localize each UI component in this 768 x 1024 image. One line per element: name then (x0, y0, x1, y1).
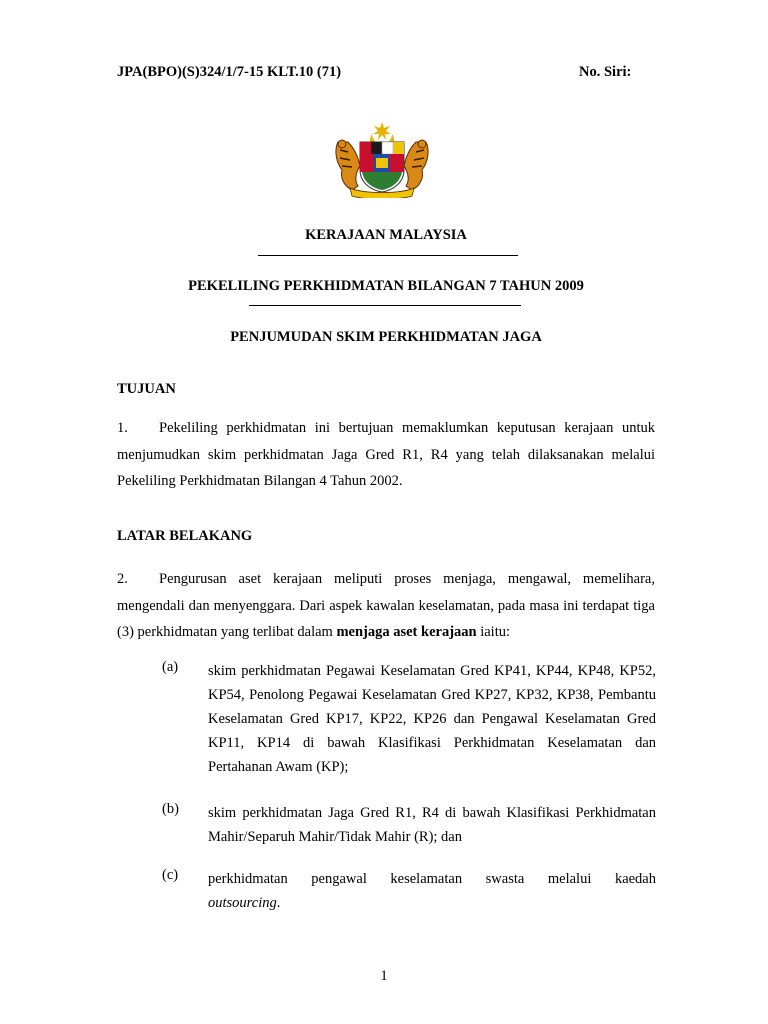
circular-subject: PENJUMUDAN SKIM PERKHIDMATAN JAGA (230, 329, 542, 345)
list-item-text: skim perkhidmatan Pegawai Keselamatan Gred KP41, KP44, KP48, KP52, KP54, Penolong Pegawai Keselamatan Gred KP27, KP32, KP38, Pembantu Keselamatan Gred KP17, KP22, KP26 dan Pengawal Keselamatan Gred KP11, KP14 di bawah Klasifikasi Perkhidmatan Keselamatan dan Pertahanan Awam (KP); (208, 663, 656, 775)
circular-divider (249, 305, 521, 306)
background-heading: LATAR BELAKANG (117, 528, 253, 544)
list-item-text-line (208, 891, 656, 915)
list-item-label: (c) (162, 867, 179, 883)
government-title: KERAJAAN MALAYSIA (305, 227, 467, 243)
circular-title: PEKELILING PERKHIDMATAN BILANGAN 7 TAHUN 2009 (188, 278, 584, 294)
paragraph-emphasis: menjaga aset kerajaan (336, 624, 477, 640)
list-item-text (208, 867, 656, 915)
paragraph-number: 1. (117, 420, 128, 436)
purpose-paragraph (117, 415, 655, 495)
reference-number: JPA(BPO)(S)324/1/7-15 KLT.10 (71) (117, 64, 342, 80)
purpose-heading: TUJUAN (117, 381, 176, 397)
list-item-text: skim perkhidmatan Jaga Gred R1, R4 di bawah Klasifikasi Perkhidmatan Mahir/Separuh Mahir/Tidak Mahir (R); dan (208, 805, 656, 845)
list-item-label: (b) (162, 801, 179, 817)
malaysia-coat-of-arms-icon (328, 120, 436, 198)
paragraph-text: Pekeliling perkhidmatan ini bertujuan memaklumkan keputusan kerajaan untuk menjumudkan skim perkhidmatan Jaga Gred R1, R4 yang telah dilaksanakan melalui Pekeliling Perkhidmatan Bilangan 4 Tahun 2002. (117, 420, 655, 489)
punctuation: . (276, 895, 281, 911)
list-item-label: (a) (162, 659, 179, 675)
title-divider (258, 255, 518, 256)
paragraph-number: 2. (117, 571, 128, 587)
paragraph-text: Pengurusan aset kerajaan meliputi proses menjaga, mengawal, memelihara, mengendali dan menyenggara. Dari aspek kawalan keselamatan, pada masa ini terdapat tiga (3) perkhidmatan yang terlibat dalam (117, 571, 655, 640)
italic-term: outsourcing (208, 895, 277, 911)
page-number: 1 (380, 968, 388, 984)
paragraph-text-end: iaitu: (480, 624, 511, 640)
list-item-text-line: perkhidmatan pengawal keselamatan swasta melalui kaedah (208, 871, 656, 887)
background-paragraph (117, 566, 655, 646)
serial-number-label: No. Siri: (579, 64, 632, 80)
